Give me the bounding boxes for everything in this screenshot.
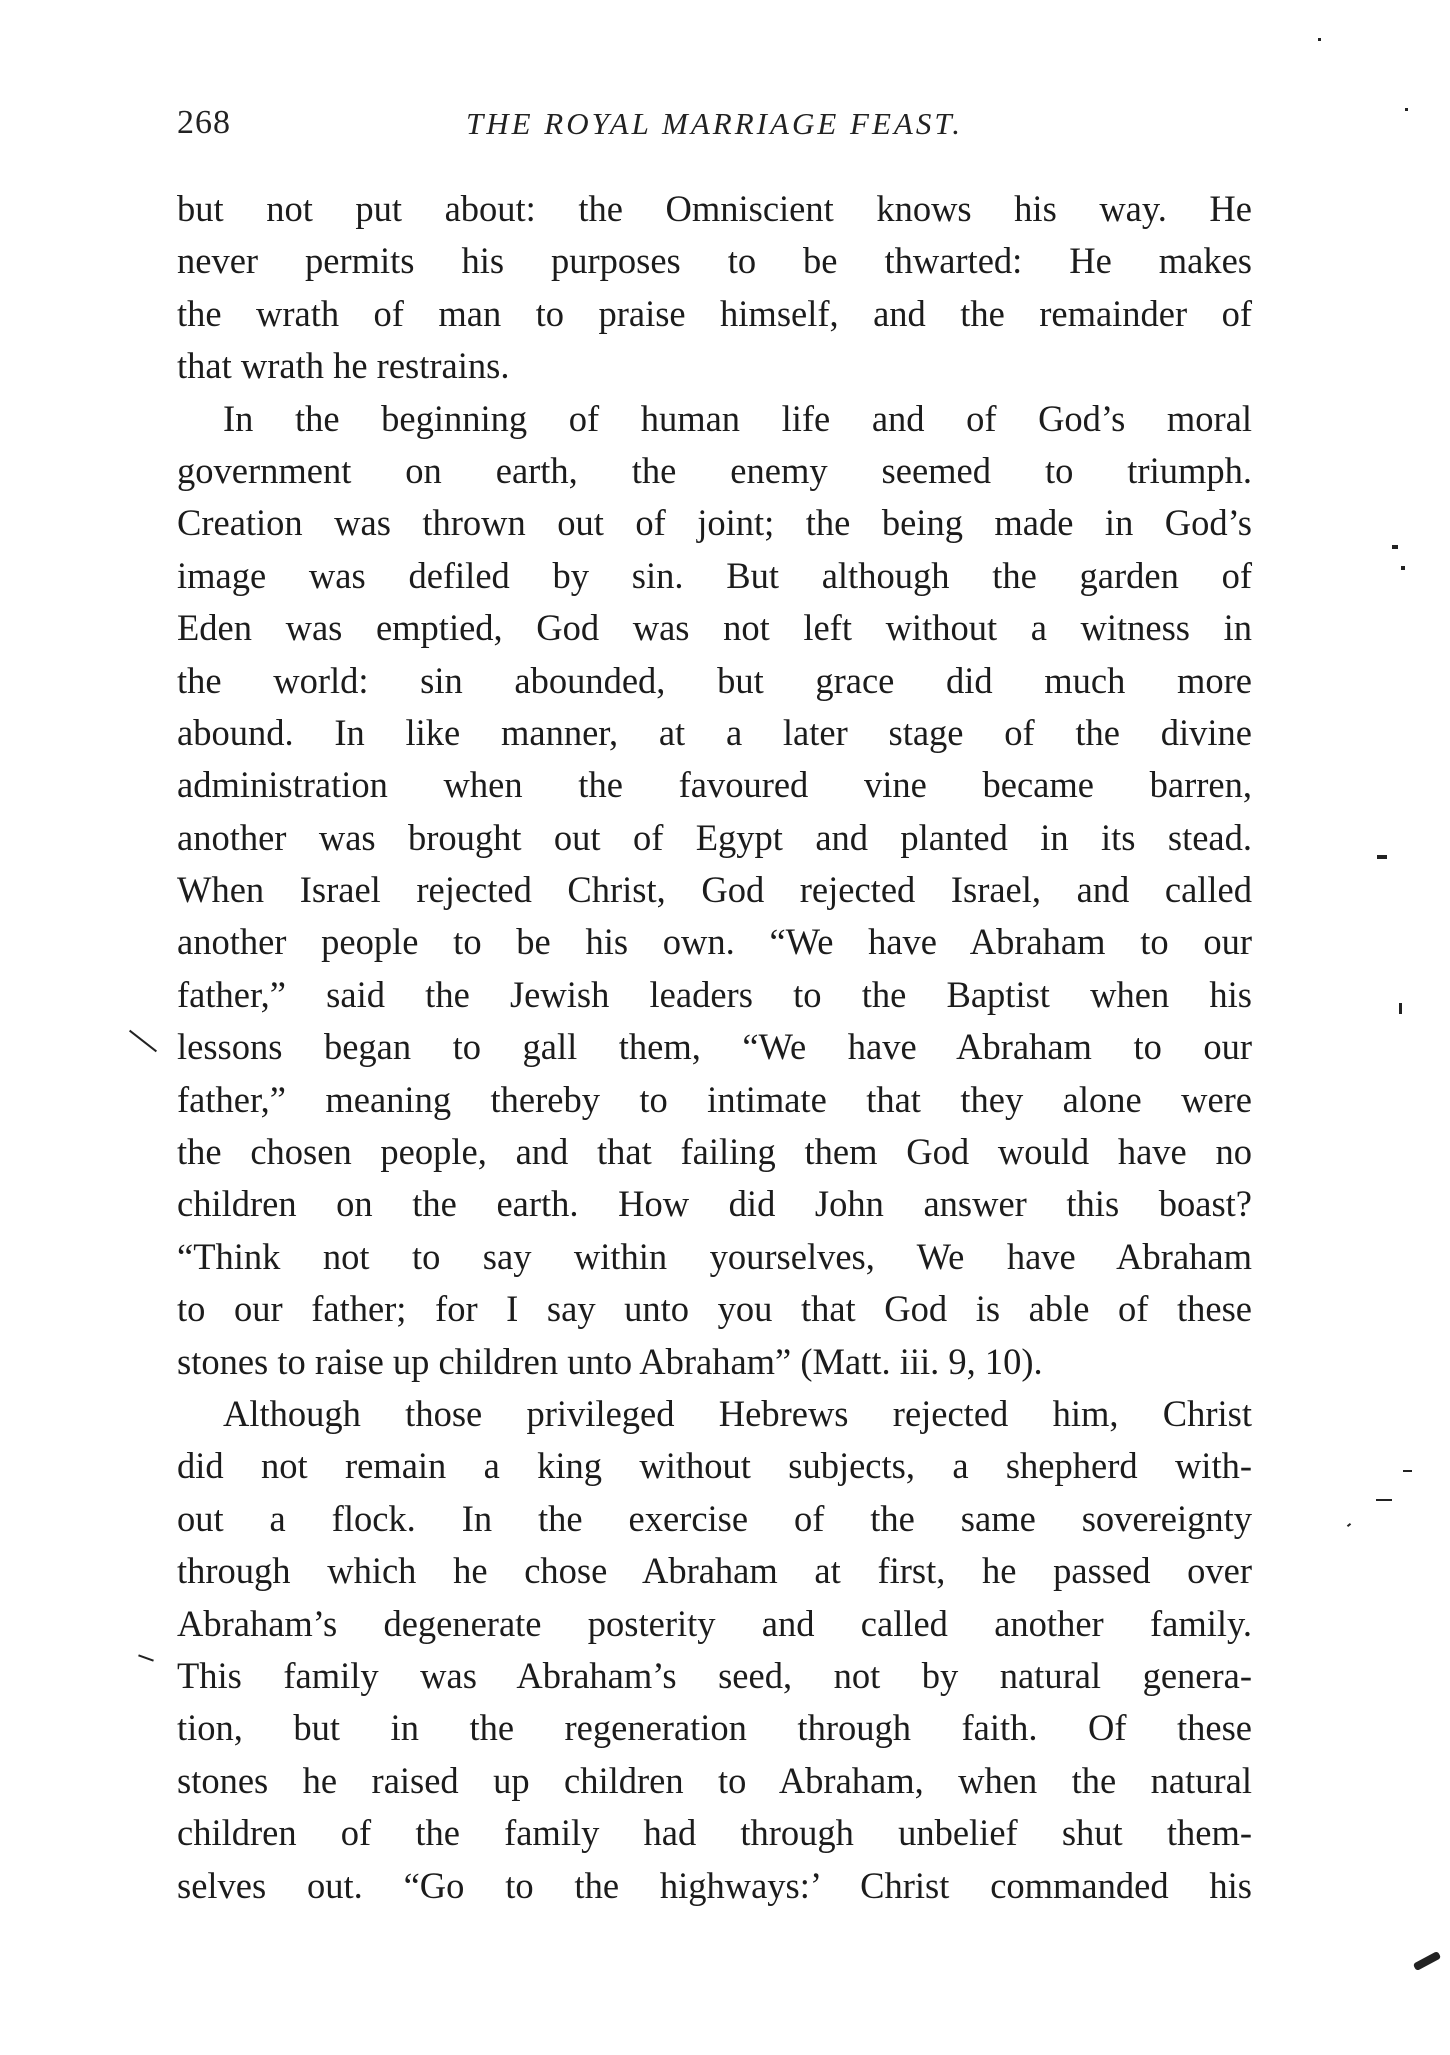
text-line: father,” meaning thereby to intimate that they alone were — [177, 1078, 1252, 1120]
scan-mark — [1318, 38, 1321, 41]
text-line: selves out. “Go to the highways:’ Christ commanded his — [177, 1864, 1252, 1906]
text-line: the world: sin abounded, but grace did much more — [177, 659, 1252, 701]
text-line: Although those privileged Hebrews rejected him, Christ — [223, 1392, 1252, 1434]
running-title: THE ROYAL MARRIAGE FEAST. — [465, 106, 964, 141]
text-line: stones to raise up children unto Abraham” (Matt. iii. 9, 10). — [177, 1340, 1043, 1382]
scan-mark — [1405, 108, 1408, 111]
text-line: Abraham’s degenerate posterity and called another family. — [177, 1602, 1252, 1644]
text-line: father,” said the Jewish leaders to the Baptist when his — [177, 973, 1252, 1015]
text-line: This family was Abraham’s seed, not by natural genera- — [177, 1654, 1252, 1696]
scan-mark — [1403, 1470, 1412, 1472]
text-line: never permits his purposes to be thwarted: He makes — [177, 240, 1252, 282]
scan-mark — [1376, 1499, 1392, 1501]
pencil-tick — [138, 1654, 154, 1661]
text-line: the wrath of man to praise himself, and the remainder of — [177, 292, 1252, 334]
page-header — [177, 104, 1252, 154]
text-line: tion, but in the regeneration through faith. Of these — [177, 1707, 1252, 1749]
text-line: In the beginning of human life and of God’s moral — [223, 397, 1252, 439]
text-line: but not put about: the Omniscient knows his way. He — [177, 188, 1252, 229]
scan-mark — [1399, 1003, 1402, 1014]
text-line: Creation was thrown out of joint; the being made in God’s — [177, 502, 1252, 544]
text-line: another people to be his own. “We have Abraham to our — [177, 921, 1252, 963]
scan-mark — [1413, 1951, 1441, 1971]
text-line: Eden was emptied, God was not left without a witness in — [177, 607, 1252, 649]
text-line: administration when the favoured vine became barren, — [177, 764, 1252, 806]
scan-mark — [1377, 855, 1387, 859]
text-line: the chosen people, and that failing them God would have no — [177, 1131, 1252, 1173]
text-line: to our father; for I say unto you that God is able of these — [177, 1288, 1252, 1330]
text-line: When Israel rejected Christ, God rejected Israel, and called — [177, 869, 1252, 911]
text-line: did not remain a king without subjects, a shepherd with- — [177, 1445, 1252, 1487]
text-line: another was brought out of Egypt and planted in its stead. — [177, 816, 1252, 858]
body-text — [177, 183, 1252, 1912]
text-line: image was defiled by sin. But although the garden of — [177, 554, 1252, 596]
text-line: out a flock. In the exercise of the same sovereignty — [177, 1497, 1252, 1539]
text-line: that wrath he restrains. — [177, 345, 510, 387]
scan-mark — [1401, 566, 1405, 570]
scan-mark — [1347, 1523, 1351, 1527]
text-line: government on earth, the enemy seemed to triumph. — [177, 449, 1252, 491]
text-line: through which he chose Abraham at first, he passed over — [177, 1550, 1252, 1592]
text-line: stones he raised up children to Abraham, when the natural — [177, 1759, 1252, 1801]
text-line: lessons began to gall them, “We have Abraham to our — [177, 1026, 1252, 1068]
text-line: “Think not to say within yourselves, We have Abraham — [177, 1235, 1252, 1277]
text-line: abound. In like manner, at a later stage of the divine — [177, 711, 1252, 753]
text-line: children of the family had through unbelief shut them- — [177, 1812, 1252, 1854]
scan-mark — [1392, 545, 1398, 549]
page-number: 268 — [177, 104, 231, 141]
pencil-tick — [129, 1030, 157, 1053]
text-line: children on the earth. How did John answer this boast? — [177, 1183, 1252, 1225]
